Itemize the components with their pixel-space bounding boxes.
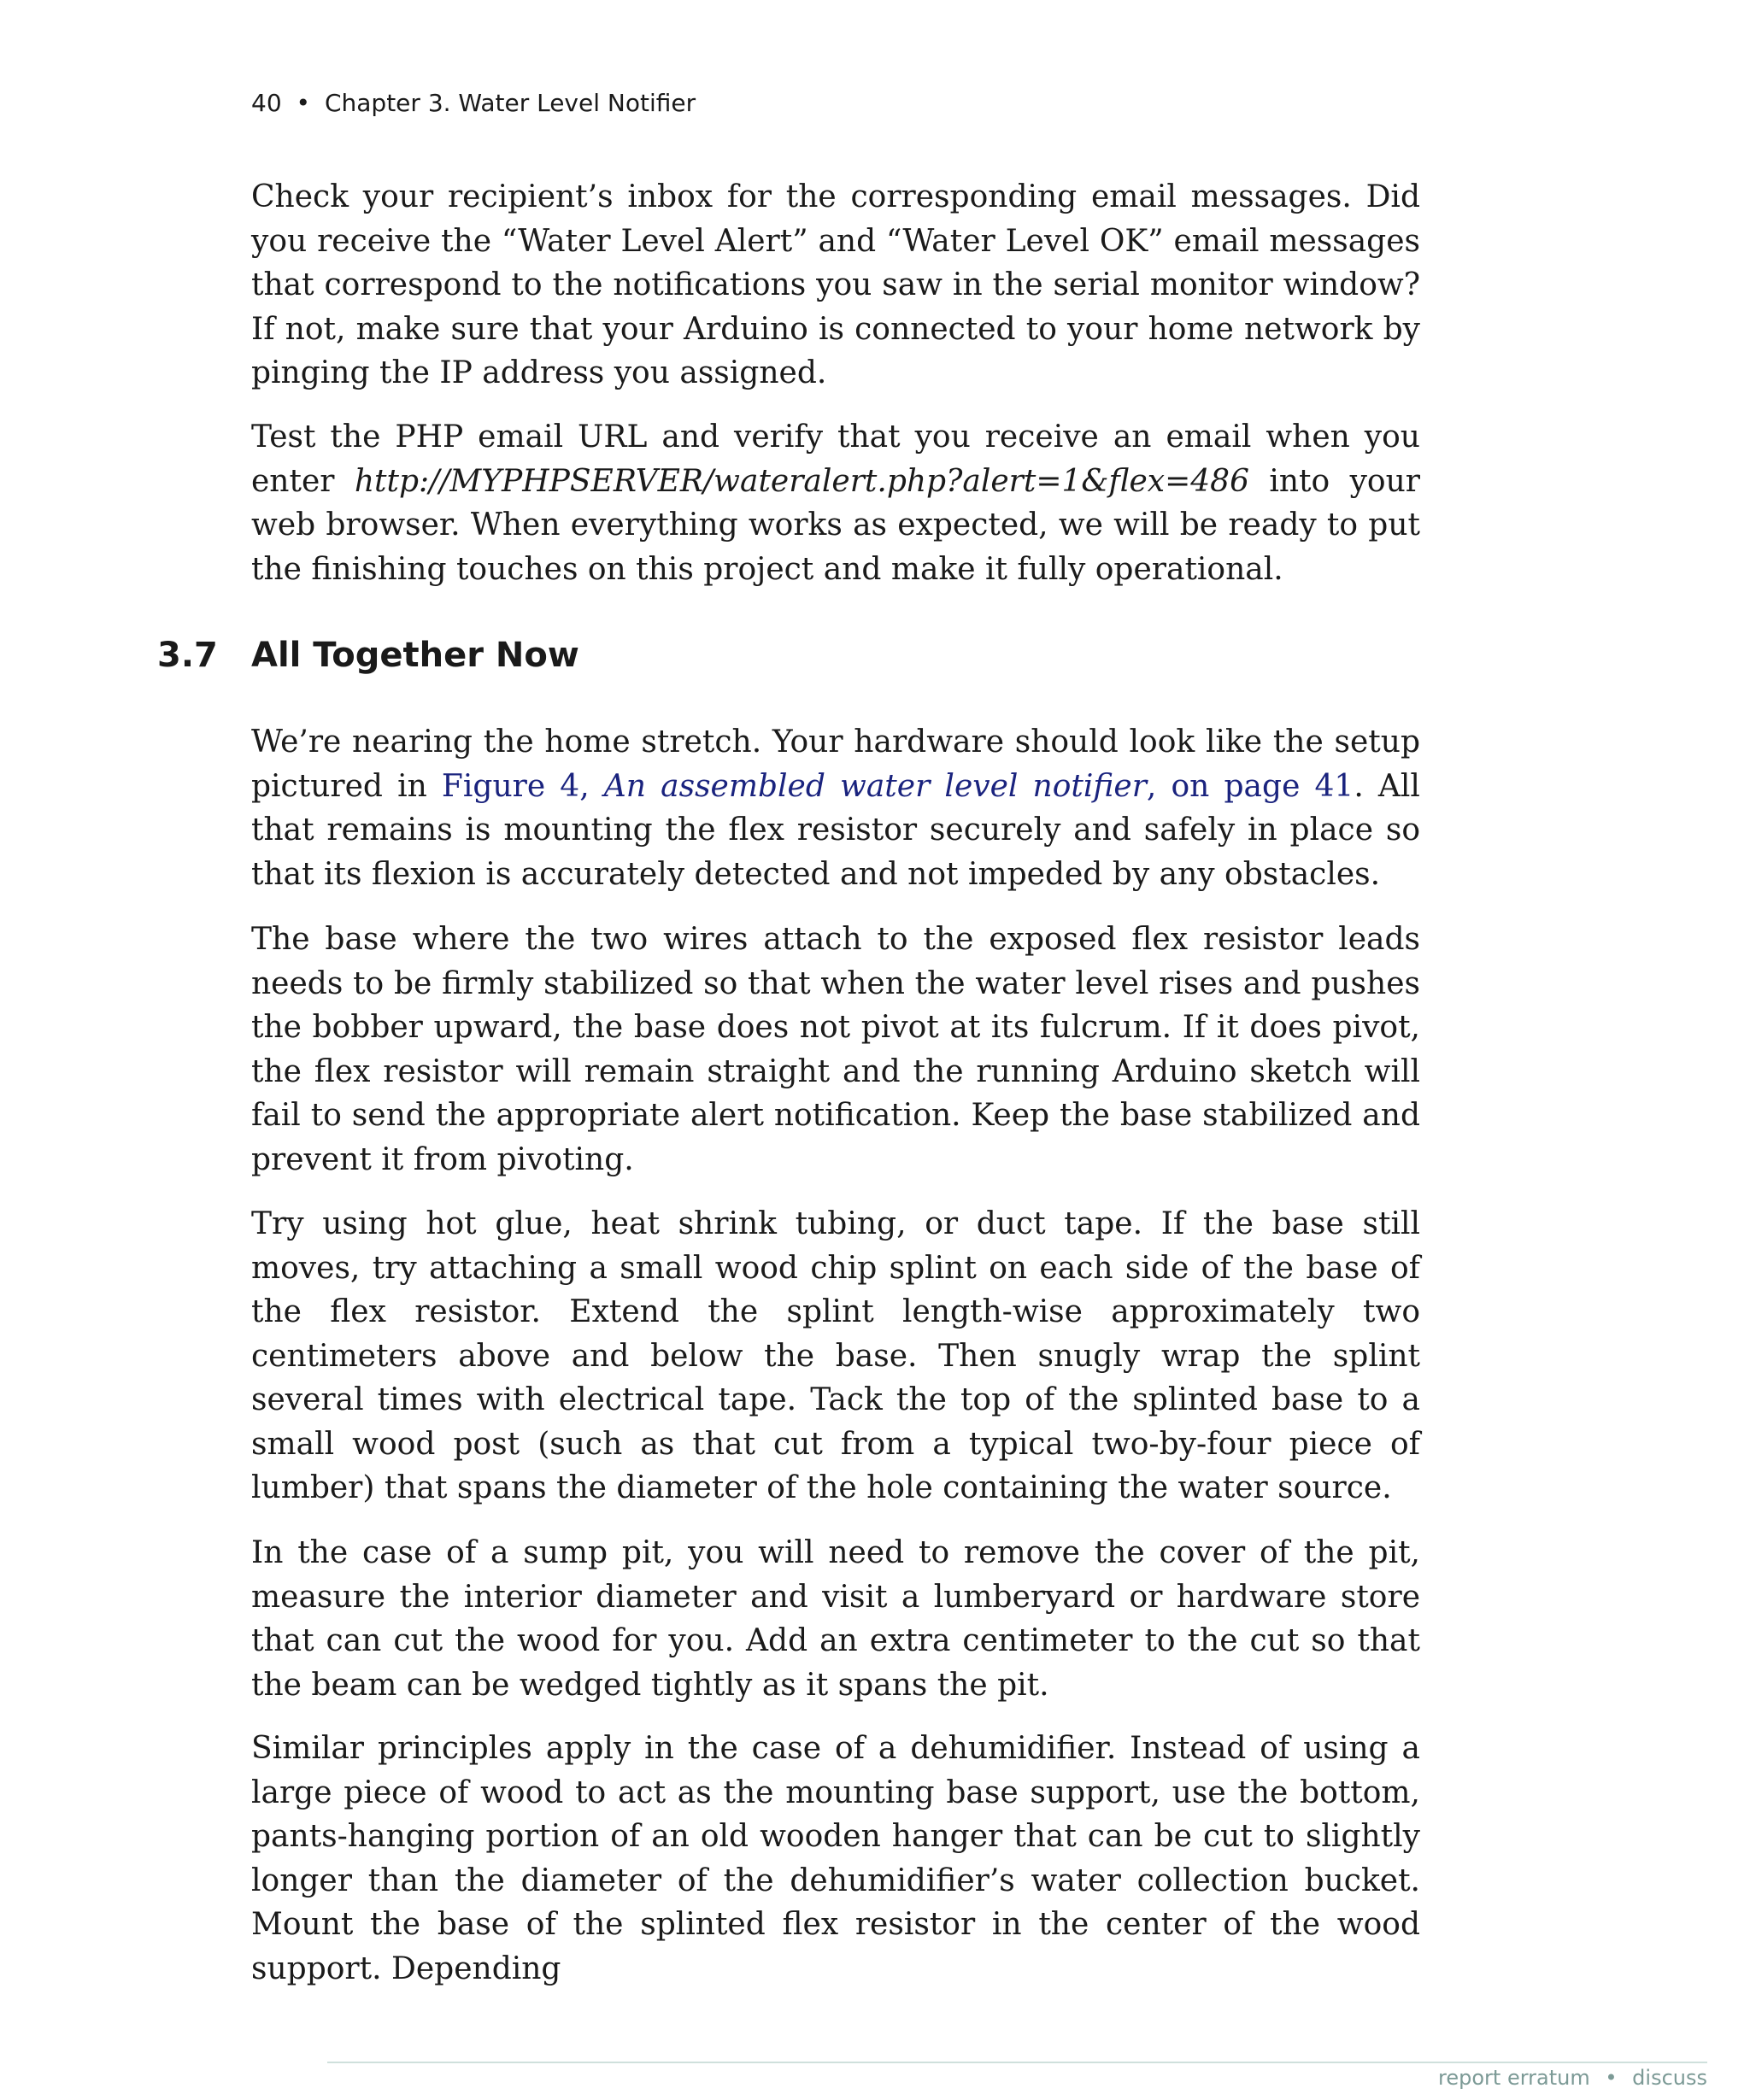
section-number: 3.7 <box>157 636 218 675</box>
paragraph-2-text-after: into your web browser. When everything works as expected, we will be ready to put the finishing touches on this project and make it fully operational. <box>251 463 1420 587</box>
discuss-link[interactable]: discuss <box>1632 2066 1707 2090</box>
figure-4-link-prefix: Figure 4, <box>441 768 604 804</box>
paragraph-3-text-after: . All that remains is mounting the flex resistor securely and safely in place so that its flexion is accurately detected and not impeded by any obstacles. <box>251 768 1420 892</box>
paragraph-4: The base where the two wires attach to the exposed flex resistor leads needs to be firmly stabilized so that when the water level rises and pushes the bobber upward, the base does not pivot at its fulcrum. If it does pivot, the flex resistor will remain straight and the running Arduino sketch will fail to send the appropriate alert notification. Keep the base stabilized and prevent it from pivoting. <box>251 922 1420 1177</box>
footer-separator: • <box>1605 2066 1618 2090</box>
chapter-title: Chapter 3. Water Level Notifier <box>324 89 696 117</box>
paragraph-2 <box>251 415 1420 591</box>
section-title: All Together Now <box>251 636 579 675</box>
figure-4-link-title: An assembled water level notifier <box>603 768 1147 804</box>
figure-4-link-suffix: , on page 41 <box>1146 768 1354 804</box>
footer-divider <box>327 2062 1707 2063</box>
php-url: http://MYPHPSERVER/wateralert.php?alert=1&flex=486 <box>354 463 1249 499</box>
paragraph-2-text-before: Test the PHP email URL and verify that you receive an email when you enter <box>251 419 1420 499</box>
footer <box>1438 2066 1707 2090</box>
paragraph-5: Try using hot glue, heat shrink tubing, or duct tape. If the base still moves, try attaching a small wood chip splint on each side of the base of the flex resistor. Extend the splint length-wise approximately two centimeters above and below the base. Then snugly wrap the splint several times with electrical tape. Tack the top of the splinted base to a small wood post (such as that cut from a typical two-by-four piece of lumber) that spans the diameter of the hole containing the water source. <box>251 1206 1420 1505</box>
paragraph-3-text-before: We’re nearing the home stretch. Your hardware should look like the setup pictured in <box>251 724 1420 804</box>
paragraph-1: Check your recipient’s inbox for the corresponding email messages. Did you receive the “Water Level Alert” and “Water Level OK” email messages that correspond to the notifications you saw in the serial monitor window? If not, make sure that your Arduino is connected to your home network by pinging the IP address you assigned. <box>251 179 1420 390</box>
paragraph-7: Similar principles apply in the case of a dehumidifier. Instead of using a large piece of wood to act as the mounting base support, use the bottom, pants-hanging portion of an old wooden hanger that can be cut to slightly longer than the diameter of the dehumidifier’s water collection bucket. Mount the base of the splinted flex resistor in the center of the wood support. Depending <box>251 1731 1420 1986</box>
running-head <box>251 89 696 117</box>
paragraph-3 <box>251 720 1420 896</box>
paragraph-6: In the case of a sump pit, you will need to remove the cover of the pit, measure the interior diameter and visit a lumberyard or hardware store that can cut the wood for you. Add an extra centimeter to the cut so that the beam can be wedged tightly as it spans the pit. <box>251 1535 1420 1703</box>
report-erratum-link[interactable]: report erratum <box>1438 2066 1590 2090</box>
page-number: 40 <box>251 89 282 117</box>
header-bullet: • <box>296 89 311 117</box>
figure-4-link[interactable] <box>442 769 1354 804</box>
